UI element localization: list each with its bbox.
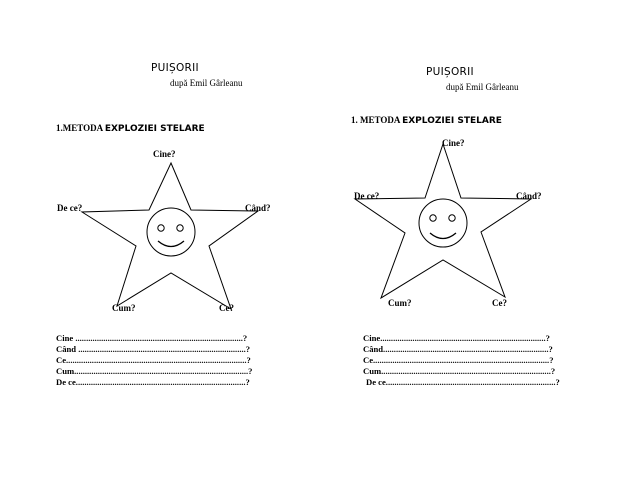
label-de-ce: De ce?: [354, 191, 380, 201]
question-line: Când ..............................................................................?: [56, 344, 251, 354]
label-ce: Ce?: [492, 298, 507, 308]
question-line: Ce....................................................................................?: [56, 355, 251, 365]
method-word: METODA: [62, 123, 103, 133]
question-line: Ce..................................................................................?: [363, 355, 554, 365]
question-line: Cum.................................................................................?: [56, 366, 253, 376]
label-cum: Cum?: [112, 303, 136, 313]
label-de-ce: De ce?: [57, 203, 83, 213]
smiley-left-eye: [430, 215, 436, 221]
star-outline: [355, 144, 531, 298]
method-name: EXPLOZIEI STELARE: [104, 124, 205, 134]
label-cine: Cine?: [153, 149, 176, 159]
method-word: METODA: [360, 115, 400, 125]
method-number: 1.: [56, 123, 63, 133]
star-outline: [82, 163, 258, 309]
question-line: Cine ..............................................................................?: [56, 333, 248, 343]
smiley-mouth: [430, 233, 456, 239]
smiley-right-eye: [177, 225, 183, 231]
smiley-mouth: [158, 241, 184, 247]
smiley-face: [147, 208, 195, 256]
label-cand: Când?: [516, 191, 542, 201]
question-line: De ce...............................................................................?: [56, 377, 250, 387]
method-number: 1.: [351, 115, 358, 125]
label-cine: Cine?: [442, 138, 465, 148]
smiley-right-eye: [449, 215, 455, 221]
question-line: Cine.............................................................................?: [363, 333, 550, 343]
label-cum: Cum?: [388, 298, 412, 308]
smiley-left-eye: [158, 225, 164, 231]
label-cand: Când?: [245, 203, 271, 213]
smiley-face: [419, 199, 467, 247]
worksheet-author: după Emil Gârleanu: [446, 82, 519, 92]
label-ce: Ce?: [219, 303, 234, 313]
question-line: De ce...............................................................................?: [366, 377, 560, 387]
question-line: Cum...............................................................................?: [363, 366, 556, 376]
method-name: EXPLOZIEI STELARE: [402, 116, 502, 126]
worksheet-title: PUIȘORII: [426, 66, 474, 78]
right-worksheet: [319, 0, 638, 493]
question-line: Când.............................................................................?: [363, 344, 553, 354]
worksheet-author: după Emil Gârleanu: [170, 78, 243, 88]
star-diagram: [319, 0, 638, 493]
worksheet-title: PUIȘORII: [151, 62, 199, 74]
